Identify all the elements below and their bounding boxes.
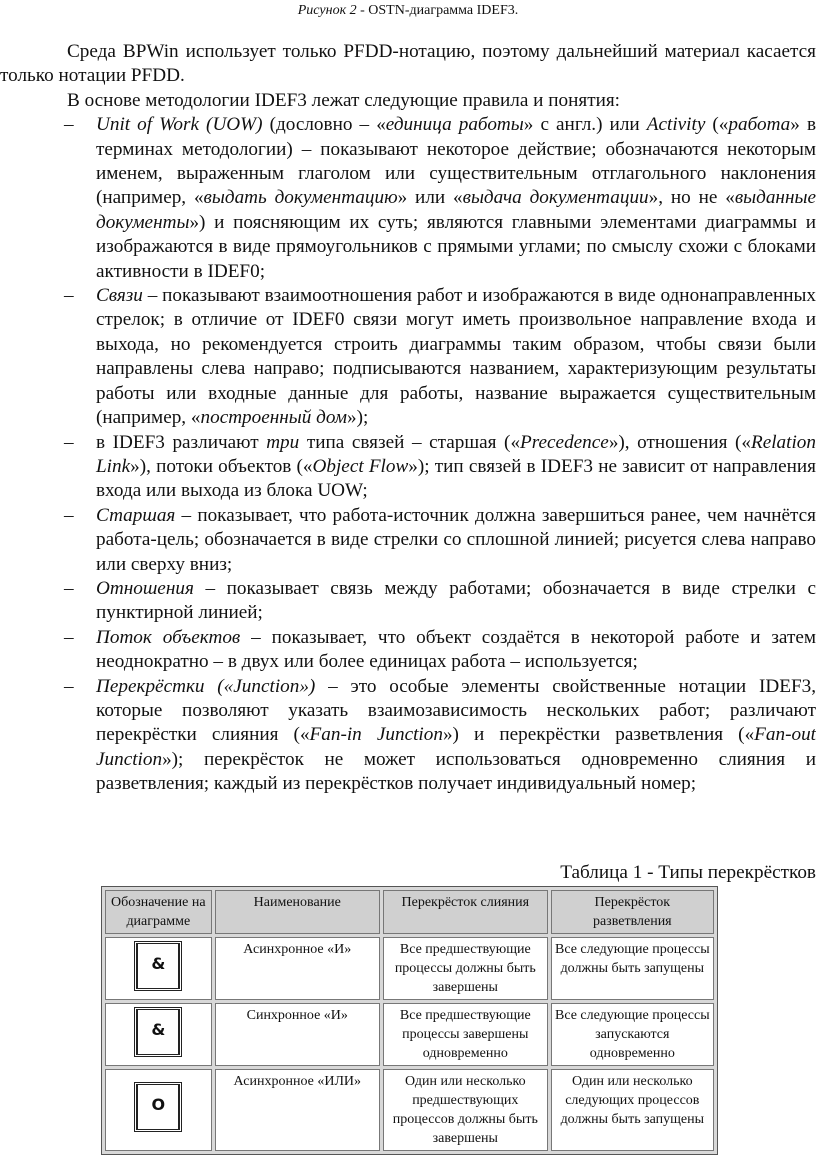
header-symbol: Обозначение на диаграмме (105, 890, 212, 934)
list-text: ») и поясняющим их суть; являются главными элементами диаграммы и изображаются в виде прямоугольников с прямыми углами; по смыслу схожи с блоками активности в IDEF0; (96, 211, 816, 282)
junction-merge: Все предшествующие процессы завершены одновременно (383, 1003, 548, 1066)
list-item (0, 431, 816, 504)
junction-name: Синхронное «И» (215, 1003, 380, 1066)
sync-and-junction-icon: & (134, 1007, 182, 1057)
header-split: Перекрёсток разветвления (551, 890, 714, 934)
list-text: » в терминах методологии) – показывают некоторое действие; обозначаются некоторым именем, выраженным глаголом или существительным отглагольного наклонения (например, « (96, 114, 816, 209)
italic-term: Activity (646, 114, 706, 136)
junction-split: Один или несколько следующих процессов должны быть запущены (551, 1069, 714, 1151)
list-text: » с англ.) или (523, 114, 647, 136)
header-merge: Перекрёсток слияния (383, 890, 548, 934)
italic-term: выданные документы (96, 187, 816, 233)
italic-term: выдать документацию (203, 187, 398, 209)
list-dash: – (64, 431, 74, 453)
figure-caption-text: - OSTN-диаграмма IDEF3. (356, 3, 519, 18)
italic-term: Fan-in Junction (309, 724, 443, 746)
italic-term: выдача документации (462, 187, 649, 209)
list-item (0, 626, 816, 675)
list-text: »); перекрёсток не может использоваться одновременно слияния и разветвления; каждый из перекрёстков получает индивидуальный номер; (96, 748, 816, 795)
list-item (0, 504, 816, 577)
list-text: – это особые элементы свойственные нотации IDEF3, которые позволяют указать взаимозависимость нескольких работ; различают перекрёстки слияния (« (96, 675, 816, 746)
list-item (0, 113, 816, 284)
table-row (105, 1003, 714, 1066)
junction-symbol-cell (105, 1003, 212, 1066)
list-item (0, 284, 816, 430)
italic-term: Relation Link (96, 431, 816, 477)
list-text: »); (347, 407, 369, 429)
list-dash: – (64, 577, 74, 599)
junction-name: Асинхронное «И» (215, 937, 380, 1000)
italic-term: Fan-out Junction (96, 724, 816, 770)
figure-caption (0, 3, 816, 19)
italic-term: Поток объектов (96, 626, 241, 648)
list-dash: – (64, 114, 74, 136)
document-body (0, 40, 816, 797)
junction-split: Все следующие процессы запускаются одновременно (551, 1003, 714, 1066)
list-text: ») и перекрёстки разветвления (« (442, 724, 755, 746)
italic-term: Связи (96, 285, 143, 307)
list-dash: – (64, 285, 74, 307)
list-text: – показывает связь между работами; обозначается в виде стрелки с пунктирной линией; (96, 577, 816, 624)
list-text: (« (705, 114, 729, 136)
list-dash: – (64, 675, 74, 697)
list-text: (дословно – « (262, 114, 386, 136)
list-dash: – (64, 504, 74, 526)
list-text: – показывают взаимоотношения работ и изображаются в виде однонаправленных стрелок; в отличие от IDEF0 связи могут иметь произвольное направление входа и выхода, но рекомендуется строить диаграммы таким образом, чтобы связи были направлены слева направо; подписываются названием, характеризующим результаты работы или входные данные для работы, название выражается существительным (например, « (96, 285, 816, 429)
list-item (0, 577, 816, 626)
list-text: »); тип связей в IDEF3 не зависит от направления входа или выхода из блока UOW; (96, 455, 816, 502)
async-and-junction-icon: & (134, 941, 182, 991)
italic-term: Unit of Work (UOW) (96, 114, 263, 136)
list-text: в IDEF3 различают (96, 431, 267, 453)
figure-caption-prefix: Рисунок 2 (297, 3, 357, 18)
rules-intro-paragraph: В основе методологии IDEF3 лежат следующие правила и понятия: (67, 89, 621, 111)
junction-merge: Один или несколько предшествующих процессов должны быть завершены (383, 1069, 548, 1151)
junction-merge: Все предшествующие процессы должны быть завершены (383, 937, 548, 1000)
table-row (105, 1069, 714, 1151)
italic-term: три (266, 431, 300, 453)
list-text: типа связей – старшая (« (299, 431, 521, 453)
list-dash: – (64, 626, 74, 648)
list-text: »), отношения (« (608, 431, 751, 453)
italic-term: работа (728, 114, 791, 136)
list-text: – показывает, что объект создаётся в некоторой работе и затем неоднократно – в двух или более единицах работа – используется; (96, 626, 816, 673)
intro-paragraph: Среда BPWin использует только PFDD-нотацию, поэтому дальнейший материал касается только нотации PFDD. (0, 41, 816, 87)
async-or-junction-icon: O (134, 1082, 182, 1132)
junction-split: Все следующие процессы должны быть запущены (551, 937, 714, 1000)
junction-types-table (101, 886, 718, 1155)
italic-term: Precedence (520, 431, 609, 453)
table-caption: Таблица 1 - Типы перекрёстков (560, 862, 816, 883)
italic-term: Object Flow (312, 455, 409, 477)
list-text: » или « (397, 187, 463, 209)
list-text: – показывает, что работа-источник должна завершиться ранее, чем начнётся работа-цель; обозначается в виде стрелки со сплошной линией; рисуется слева направо или сверху вниз; (96, 504, 816, 575)
italic-term: построенный дом (200, 407, 348, 429)
junction-symbol-cell (105, 937, 212, 1000)
list-text: »), потоки объектов (« (130, 455, 313, 477)
rules-list (0, 113, 816, 796)
junction-symbol-cell (105, 1069, 212, 1151)
list-text: », но не « (648, 187, 735, 209)
italic-term: Перекрёстки («Junction») (96, 675, 316, 697)
list-item (0, 675, 816, 797)
italic-term: Отношения (96, 577, 194, 599)
junction-name: Асинхронное «ИЛИ» (215, 1069, 380, 1151)
table-header-row (105, 890, 714, 934)
header-name: Наименование (215, 890, 380, 934)
italic-term: единица работы (385, 114, 524, 136)
table-row (105, 937, 714, 1000)
italic-term: Старшая (96, 504, 176, 526)
